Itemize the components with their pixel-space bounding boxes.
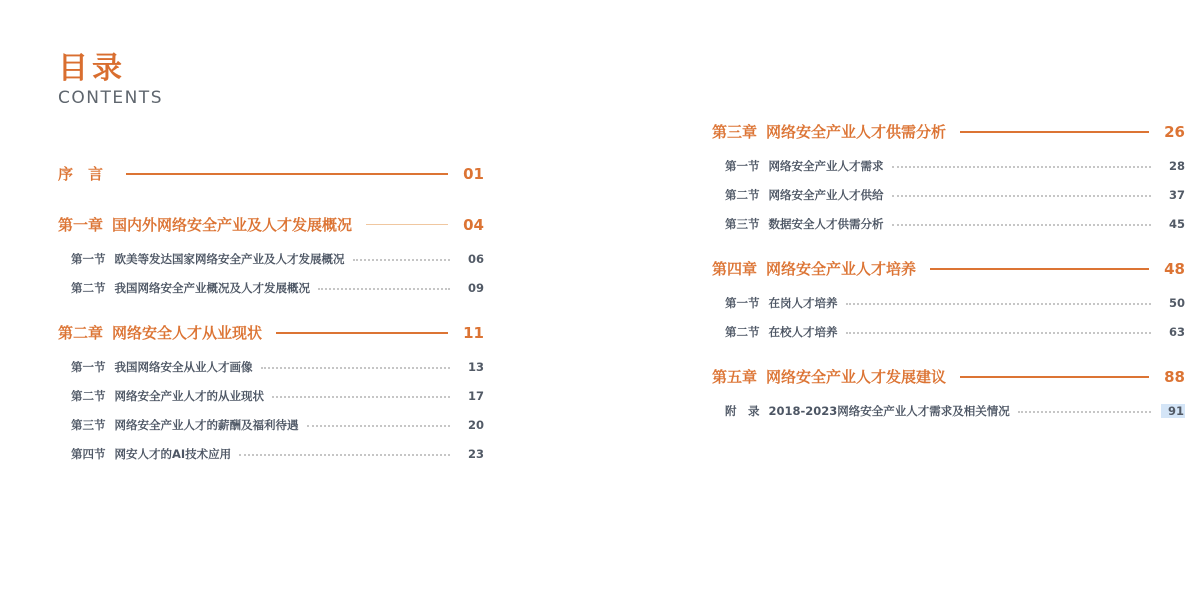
entry-label: 第一节 (71, 252, 106, 266)
leader-line (892, 195, 1152, 197)
leader-line (276, 332, 448, 334)
entry-label: 第二节 (725, 188, 760, 202)
leader-line (239, 454, 450, 456)
entry-title: 欧美等发达国家网络安全产业及人才发展概况 (114, 252, 345, 266)
toc-section-entry[interactable] (58, 417, 484, 433)
entry-title: 在岗人才培养 (768, 296, 838, 310)
entry-title: 网安人才的AI技术应用 (114, 447, 232, 461)
entry-label: 第三节 (725, 217, 760, 231)
toc-section-entry[interactable] (712, 187, 1185, 203)
entry-label: 第三节 (71, 418, 106, 432)
entry-label: 第二节 (725, 325, 760, 339)
toc-section-entry[interactable] (712, 324, 1185, 340)
leader-line (960, 131, 1149, 133)
entry-label: 第四章 (712, 260, 758, 278)
toc-section-entry[interactable] (58, 280, 484, 296)
entry-page-number: 06 (467, 252, 484, 266)
entry-page-number: 37 (1168, 188, 1185, 202)
toc-chapter-entry[interactable] (712, 121, 1185, 142)
entry-title: 网络安全产业人才供需分析 (766, 123, 947, 141)
entry-page-number: 23 (467, 447, 484, 461)
entry-label: 第五章 (712, 368, 758, 386)
toc-chapter-entry[interactable] (712, 366, 1185, 387)
toc-section-entry[interactable] (712, 216, 1185, 232)
entry-label: 第二节 (71, 389, 106, 403)
leader-line (892, 224, 1152, 226)
entry-label: 第三章 (712, 123, 758, 141)
entry-title: 网络安全人才从业现状 (112, 324, 263, 342)
leader-line (930, 268, 1149, 270)
entry-page-number: 63 (1168, 325, 1185, 339)
toc-section-entry[interactable] (58, 251, 484, 267)
leader-line (846, 303, 1152, 305)
toc-right-column (712, 121, 1185, 419)
entry-title: 网络安全产业人才的从业现状 (114, 389, 264, 403)
leader-line (318, 288, 450, 290)
toc-section-entry[interactable] (712, 158, 1185, 174)
entry-label: 第二节 (71, 281, 106, 295)
entry-title: 网络安全产业人才的薪酬及福利待遇 (114, 418, 299, 432)
entry-label: 第一章 (58, 216, 104, 234)
page-title: 目录 (58, 51, 126, 86)
entry-title: 我国网络安全从业人才画像 (114, 360, 253, 374)
toc-section-entry[interactable] (712, 403, 1185, 419)
leader-line (892, 166, 1152, 168)
entry-title: 在校人才培养 (768, 325, 838, 339)
entry-label: 第一节 (725, 296, 760, 310)
toc-left-column (58, 163, 484, 462)
leader-line (1018, 411, 1151, 413)
entry-label: 序 言 (58, 165, 104, 183)
entry-page-number: 13 (467, 360, 484, 374)
entry-page-number: 09 (467, 281, 484, 295)
toc-section-entry[interactable] (712, 295, 1185, 311)
entry-label: 第一节 (71, 360, 106, 374)
entry-title: 国内外网络安全产业及人才发展概况 (112, 216, 353, 234)
entry-label: 附 录 (725, 404, 760, 418)
leader-line (960, 376, 1149, 378)
toc-header (58, 52, 163, 108)
entry-page-number: 50 (1168, 296, 1185, 310)
entry-title: 网络安全产业人才培养 (766, 260, 917, 278)
leader-line (272, 396, 450, 398)
entry-title: 2018-2023网络安全产业人才需求及相关情况 (768, 404, 1010, 418)
entry-label: 第四节 (71, 447, 106, 461)
toc-chapter-entry[interactable] (58, 322, 484, 343)
toc-chapter-entry[interactable] (712, 258, 1185, 279)
entry-title: 网络安全产业人才供给 (768, 188, 884, 202)
entry-title: 我国网络安全产业概况及人才发展概况 (114, 281, 310, 295)
entry-title: 网络安全产业人才需求 (768, 159, 884, 173)
entry-page-number: 45 (1168, 217, 1185, 231)
toc-section-entry[interactable] (58, 359, 484, 375)
leader-line (126, 173, 448, 175)
entry-page-number: 17 (467, 389, 484, 403)
entry-page-number: 11 (463, 323, 484, 342)
leader-line (353, 259, 451, 261)
entry-page-number: 20 (467, 418, 484, 432)
leader-line (307, 425, 451, 427)
toc-section-entry[interactable] (58, 446, 484, 462)
entry-page-number: 26 (1164, 122, 1185, 141)
entry-page-number: 48 (1164, 259, 1185, 278)
entry-page-number: 91 (1161, 404, 1185, 418)
entry-title: 网络安全产业人才发展建议 (766, 368, 947, 386)
leader-line (366, 224, 448, 225)
page-subtitle: CONTENTS (58, 88, 163, 108)
entry-page-number: 04 (463, 215, 484, 234)
toc-chapter-entry[interactable] (58, 163, 484, 184)
entry-label: 第一节 (725, 159, 760, 173)
entry-page-number: 88 (1164, 367, 1185, 386)
entry-title: 数据安全人才供需分析 (768, 217, 884, 231)
toc-section-entry[interactable] (58, 388, 484, 404)
toc-chapter-entry[interactable] (58, 214, 484, 235)
leader-line (261, 367, 451, 369)
entry-label: 第二章 (58, 324, 104, 342)
entry-page-number: 01 (463, 164, 484, 183)
entry-page-number: 28 (1168, 159, 1185, 173)
leader-line (846, 332, 1152, 334)
